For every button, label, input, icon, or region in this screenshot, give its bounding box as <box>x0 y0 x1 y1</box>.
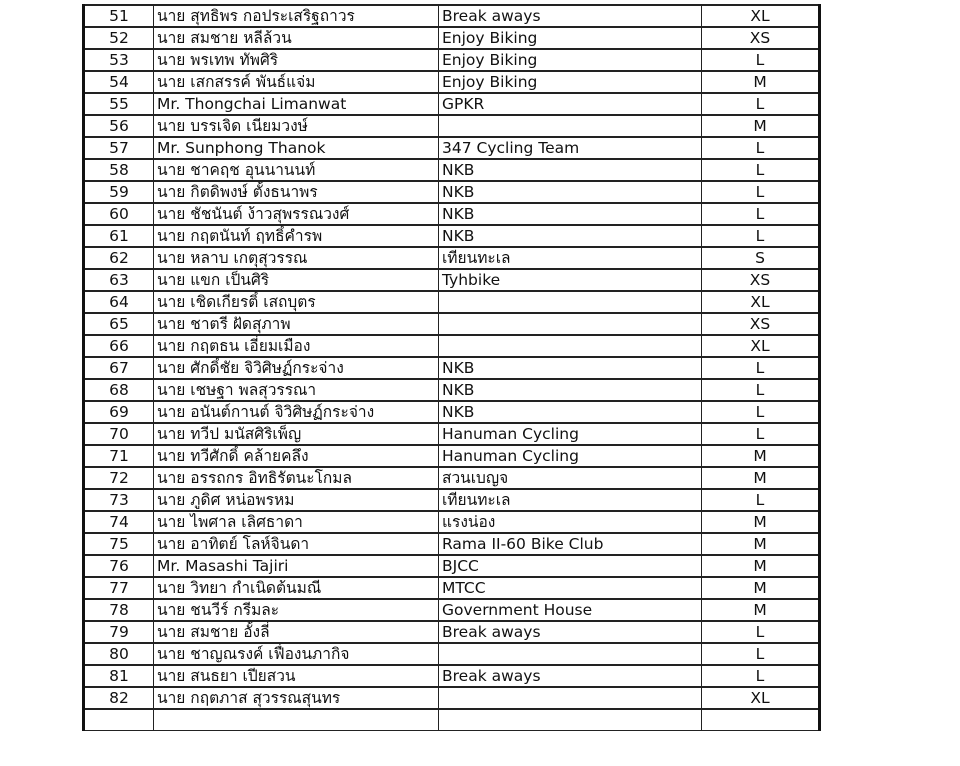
name-cell: นาย ทวีป มนัสศิริเพ็ญ <box>154 423 439 445</box>
row-number-cell: 65 <box>84 313 154 335</box>
size-cell: L <box>702 181 820 203</box>
team-cell: NKB <box>439 379 702 401</box>
table-row <box>84 687 820 709</box>
team-cell: Tyhbike <box>439 269 702 291</box>
row-number-cell: 61 <box>84 225 154 247</box>
size-cell: L <box>702 621 820 643</box>
name-cell: นาย สมชาย หลีล้วน <box>154 27 439 49</box>
name-cell: นาย สุทธิพร กอประเสริฐถาวร <box>154 5 439 27</box>
team-cell <box>439 709 702 731</box>
row-number-cell: 72 <box>84 467 154 489</box>
row-number-cell: 66 <box>84 335 154 357</box>
size-cell: L <box>702 401 820 423</box>
size-cell: XS <box>702 313 820 335</box>
table-row <box>84 27 820 49</box>
row-number-cell: 54 <box>84 71 154 93</box>
team-cell: Break aways <box>439 5 702 27</box>
size-cell: L <box>702 137 820 159</box>
size-cell: L <box>702 357 820 379</box>
row-number-cell: 58 <box>84 159 154 181</box>
team-cell: NKB <box>439 181 702 203</box>
table-row <box>84 709 820 731</box>
size-cell <box>702 709 820 731</box>
row-number-cell: 80 <box>84 643 154 665</box>
name-cell: นาย เชษฐา พลสุวรรณา <box>154 379 439 401</box>
team-cell: GPKR <box>439 93 702 115</box>
size-cell: L <box>702 489 820 511</box>
team-cell: เทียนทะเล <box>439 489 702 511</box>
team-cell: สวนเบญจ <box>439 467 702 489</box>
row-number-cell: 62 <box>84 247 154 269</box>
name-cell: นาย สมชาย อั้งลี่ <box>154 621 439 643</box>
team-cell: NKB <box>439 159 702 181</box>
row-number-cell: 76 <box>84 555 154 577</box>
name-cell: นาย พรเทพ ทัพศิริ <box>154 49 439 71</box>
table-row <box>84 445 820 467</box>
participant-table <box>82 4 821 731</box>
table-row <box>84 357 820 379</box>
name-cell: นาย กฤตภาส สุวรรณสุนทร <box>154 687 439 709</box>
size-cell: XL <box>702 291 820 313</box>
team-cell: Enjoy Biking <box>439 71 702 93</box>
name-cell: นาย ไพศาล เลิศธาดา <box>154 511 439 533</box>
name-cell: นาย วิทยา กำเนิดต้นมณี <box>154 577 439 599</box>
table-row <box>84 423 820 445</box>
row-number-cell: 67 <box>84 357 154 379</box>
size-cell: XS <box>702 27 820 49</box>
team-cell: แรงน่อง <box>439 511 702 533</box>
table-row <box>84 335 820 357</box>
team-cell: Hanuman Cycling <box>439 445 702 467</box>
table-row <box>84 313 820 335</box>
name-cell: นาย ศักดิ์ชัย จิวิศิษฏ์กระจ่าง <box>154 357 439 379</box>
row-number-cell: 60 <box>84 203 154 225</box>
name-cell: นาย สนธยา เปียสวน <box>154 665 439 687</box>
table-row <box>84 489 820 511</box>
table-row <box>84 225 820 247</box>
size-cell: M <box>702 599 820 621</box>
table-row <box>84 643 820 665</box>
table-row <box>84 71 820 93</box>
table-row <box>84 115 820 137</box>
table-row <box>84 203 820 225</box>
team-cell: MTCC <box>439 577 702 599</box>
name-cell: นาย ชัชนันต์ ง้าวสุพรรณวงศ์ <box>154 203 439 225</box>
size-cell: L <box>702 203 820 225</box>
table-body <box>84 5 820 731</box>
table-row <box>84 599 820 621</box>
name-cell: นาย เสกสรรค์ พันธ์แจ่ม <box>154 71 439 93</box>
row-number-cell: 77 <box>84 577 154 599</box>
size-cell: L <box>702 665 820 687</box>
name-cell: นาย ทวีศักดิ์ คล้ายคลึง <box>154 445 439 467</box>
size-cell: L <box>702 93 820 115</box>
name-cell: นาย อรรถกร อิทธิรัตนะโกมล <box>154 467 439 489</box>
table-row <box>84 511 820 533</box>
size-cell: L <box>702 225 820 247</box>
team-cell: BJCC <box>439 555 702 577</box>
name-cell: นาย บรรเจิด เนียมวงษ์ <box>154 115 439 137</box>
table-row <box>84 137 820 159</box>
team-cell: NKB <box>439 401 702 423</box>
name-cell: นาย ชาคฤช อุนนานนท์ <box>154 159 439 181</box>
size-cell: XL <box>702 335 820 357</box>
name-cell: นาย เชิดเกียรติ์ เสถบุตร <box>154 291 439 313</box>
row-number-cell: 75 <box>84 533 154 555</box>
name-cell: นาย กฤตธน เอี่ยมเมือง <box>154 335 439 357</box>
team-cell: Government House <box>439 599 702 621</box>
team-cell: NKB <box>439 357 702 379</box>
size-cell: M <box>702 533 820 555</box>
size-cell: M <box>702 467 820 489</box>
team-cell <box>439 313 702 335</box>
name-cell: นาย กฤตนันท์ ฤทธิ์คำรพ <box>154 225 439 247</box>
size-cell: M <box>702 445 820 467</box>
team-cell: NKB <box>439 203 702 225</box>
row-number-cell: 59 <box>84 181 154 203</box>
size-cell: L <box>702 49 820 71</box>
team-cell <box>439 115 702 137</box>
row-number-cell: 82 <box>84 687 154 709</box>
team-cell <box>439 291 702 313</box>
size-cell: M <box>702 511 820 533</box>
name-cell: นาย อาทิตย์ โลห์จินดา <box>154 533 439 555</box>
size-cell: L <box>702 423 820 445</box>
name-cell: Mr. Thongchai Limanwat <box>154 93 439 115</box>
size-cell: L <box>702 643 820 665</box>
table-row <box>84 533 820 555</box>
team-cell: 347 Cycling Team <box>439 137 702 159</box>
size-cell: XS <box>702 269 820 291</box>
row-number-cell: 51 <box>84 5 154 27</box>
name-cell: นาย ชาตรี ฝัดสุภาพ <box>154 313 439 335</box>
row-number-cell: 73 <box>84 489 154 511</box>
row-number-cell: 55 <box>84 93 154 115</box>
row-number-cell: 53 <box>84 49 154 71</box>
row-number-cell: 71 <box>84 445 154 467</box>
size-cell: M <box>702 555 820 577</box>
name-cell: Mr. Sunphong Thanok <box>154 137 439 159</box>
name-cell: นาย ชาญณรงค์ เฟื่องนภากิจ <box>154 643 439 665</box>
team-cell <box>439 335 702 357</box>
team-cell: Break aways <box>439 621 702 643</box>
table-row <box>84 665 820 687</box>
table-row <box>84 181 820 203</box>
table-row <box>84 577 820 599</box>
row-number-cell: 64 <box>84 291 154 313</box>
team-cell <box>439 687 702 709</box>
size-cell: XL <box>702 687 820 709</box>
size-cell: M <box>702 115 820 137</box>
row-number-cell: 57 <box>84 137 154 159</box>
row-number-cell: 68 <box>84 379 154 401</box>
table-row <box>84 5 820 27</box>
table-row <box>84 379 820 401</box>
team-cell: Enjoy Biking <box>439 27 702 49</box>
team-cell: NKB <box>439 225 702 247</box>
team-cell: Rama II-60 Bike Club <box>439 533 702 555</box>
row-number-cell: 79 <box>84 621 154 643</box>
team-cell: Enjoy Biking <box>439 49 702 71</box>
size-cell: L <box>702 379 820 401</box>
size-cell: M <box>702 71 820 93</box>
name-cell: นาย กิตดิพงษ์ ตั้งธนาพร <box>154 181 439 203</box>
row-number-cell: 78 <box>84 599 154 621</box>
table-row <box>84 159 820 181</box>
name-cell: นาย ชนวีร์ กรีมละ <box>154 599 439 621</box>
name-cell: นาย หลาบ เกตุสุวรรณ <box>154 247 439 269</box>
team-cell: Hanuman Cycling <box>439 423 702 445</box>
row-number-cell: 69 <box>84 401 154 423</box>
table-row <box>84 291 820 313</box>
table-row <box>84 621 820 643</box>
name-cell: นาย อนันต์กานต์ จิวิศิษฏ์กระจ่าง <box>154 401 439 423</box>
row-number-cell: 52 <box>84 27 154 49</box>
size-cell: M <box>702 577 820 599</box>
row-number-cell: 56 <box>84 115 154 137</box>
team-cell <box>439 643 702 665</box>
row-number-cell <box>84 709 154 731</box>
name-cell: Mr. Masashi Tajiri <box>154 555 439 577</box>
table-row <box>84 467 820 489</box>
row-number-cell: 74 <box>84 511 154 533</box>
name-cell: นาย ภูดิศ หน่อพรหม <box>154 489 439 511</box>
row-number-cell: 63 <box>84 269 154 291</box>
size-cell: XL <box>702 5 820 27</box>
row-number-cell: 81 <box>84 665 154 687</box>
row-number-cell: 70 <box>84 423 154 445</box>
table-row <box>84 401 820 423</box>
name-cell: นาย แขก เป็นศิริ <box>154 269 439 291</box>
table-row <box>84 93 820 115</box>
team-cell: เทียนทะเล <box>439 247 702 269</box>
table-row <box>84 247 820 269</box>
size-cell: S <box>702 247 820 269</box>
table-row <box>84 49 820 71</box>
table-row <box>84 269 820 291</box>
size-cell: L <box>702 159 820 181</box>
table-row <box>84 555 820 577</box>
team-cell: Break aways <box>439 665 702 687</box>
name-cell <box>154 709 439 731</box>
